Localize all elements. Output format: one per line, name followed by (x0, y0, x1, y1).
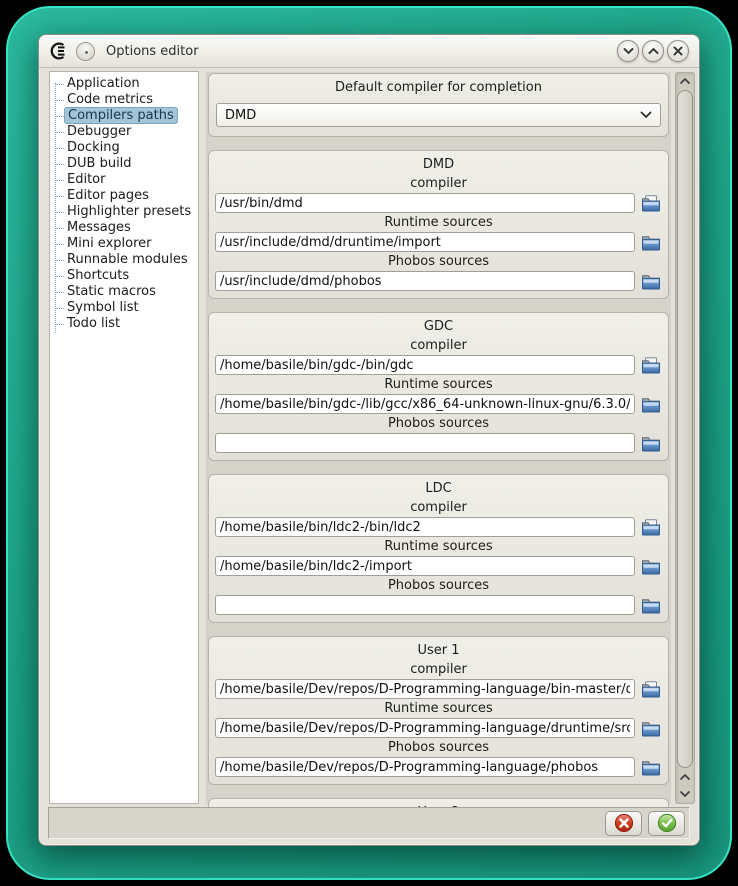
chevron-down-icon (640, 111, 652, 119)
gdc-runtime-sources-input[interactable] (215, 394, 635, 414)
sidebar-item-editor-pages[interactable]: Editor pages (50, 188, 198, 204)
roll-up-button[interactable] (642, 40, 664, 62)
gdc-runtime-browse-button[interactable] (640, 395, 662, 414)
folder-icon (641, 435, 661, 452)
sidebar-item-runnable-modules[interactable]: Runnable modules (50, 252, 198, 268)
close-button[interactable] (667, 40, 689, 62)
sidebar-item-messages[interactable]: Messages (50, 220, 198, 236)
user1-phobos-sources-input[interactable] (215, 757, 635, 777)
sidebar-item-static-macros[interactable]: Static macros (50, 284, 198, 300)
field-label: Runtime sources (384, 215, 493, 230)
field-label: Runtime sources (384, 377, 493, 392)
group-user1 (208, 636, 669, 785)
group-ldc (208, 474, 669, 623)
field-label: Phobos sources (387, 416, 490, 431)
sidebar-item-highlighter-presets[interactable]: Highlighter presets (50, 204, 198, 220)
gdc-compiler-input[interactable] (215, 355, 635, 375)
vertical-scrollbar[interactable] (675, 72, 695, 804)
scrollbar-thumb[interactable] (677, 90, 693, 768)
ldc-phobos-sources-input[interactable] (215, 595, 635, 615)
field-label: compiler (410, 662, 467, 677)
sidebar-item-code-metrics[interactable]: Code metrics (50, 92, 198, 108)
roll-down-button[interactable] (617, 40, 639, 62)
group-dmd (208, 150, 669, 299)
default-compiler-title: Default compiler for completion (335, 80, 542, 95)
category-tree (49, 71, 199, 804)
field-label: Phobos sources (387, 254, 490, 269)
titlebar[interactable] (39, 35, 699, 68)
sidebar-item-editor[interactable]: Editor (50, 172, 198, 188)
group-gdc (208, 312, 669, 461)
scroll-up-button[interactable] (676, 73, 694, 89)
sidebar-item-debugger[interactable]: Debugger (50, 124, 198, 140)
sidebar-item-shortcuts[interactable]: Shortcuts (50, 268, 198, 284)
dmd-compiler-input[interactable] (215, 193, 635, 213)
ldc-runtime-browse-button[interactable] (640, 557, 662, 576)
field-label: compiler (410, 338, 467, 353)
user1-compiler-input[interactable] (215, 679, 635, 699)
dmd-runtime-browse-button[interactable] (640, 233, 662, 252)
open-file-icon (641, 357, 661, 374)
cancel-button[interactable] (605, 811, 642, 836)
sidebar-item-dub-build[interactable]: DUB build (50, 156, 198, 172)
ldc-runtime-sources-input[interactable] (215, 556, 635, 576)
dialog-button-bar (48, 807, 690, 839)
folder-icon (641, 720, 661, 737)
client-area (39, 68, 699, 845)
default-compiler-select[interactable] (216, 103, 661, 127)
group-title: GDC (423, 319, 454, 334)
group-title: DMD (422, 157, 455, 172)
ldc-compiler-input[interactable] (215, 517, 635, 537)
field-label: Runtime sources (384, 539, 493, 554)
dmd-runtime-sources-input[interactable] (215, 232, 635, 252)
folder-icon (641, 558, 661, 575)
sidebar-item-docking[interactable]: Docking (50, 140, 198, 156)
folder-icon (641, 759, 661, 776)
chevron-down-icon (623, 47, 634, 55)
ldc-compiler-browse-button[interactable] (640, 518, 662, 537)
gdc-phobos-sources-input[interactable] (215, 433, 635, 453)
dmd-compiler-browse-button[interactable] (640, 194, 662, 213)
sidebar-item-symbol-list[interactable]: Symbol list (50, 300, 198, 316)
sidebar-item-todo-list[interactable]: Todo list (50, 316, 198, 332)
folder-icon (641, 396, 661, 413)
window-title: Options editor (106, 43, 199, 59)
user1-runtime-sources-input[interactable] (215, 718, 635, 738)
user1-runtime-browse-button[interactable] (640, 719, 662, 738)
field-label: Runtime sources (384, 701, 493, 716)
dmd-phobos-browse-button[interactable] (640, 272, 662, 291)
ldc-phobos-browse-button[interactable] (640, 596, 662, 615)
cancel-icon (614, 813, 634, 833)
scroll-up-button-bottom[interactable] (676, 769, 694, 785)
close-icon (673, 46, 683, 56)
shade-button[interactable] (76, 42, 95, 61)
user1-phobos-browse-button[interactable] (640, 758, 662, 777)
field-label: compiler (410, 176, 467, 191)
app-icon (49, 41, 69, 61)
sidebar-item-application[interactable]: Application (50, 76, 198, 92)
field-label: compiler (410, 500, 467, 515)
sidebar-item-compilers-paths[interactable]: Compilers paths (50, 108, 198, 124)
group-title: User 1 (417, 643, 460, 658)
accept-button[interactable] (648, 811, 685, 836)
gdc-compiler-browse-button[interactable] (640, 356, 662, 375)
field-label: Phobos sources (387, 578, 490, 593)
folder-icon (641, 597, 661, 614)
chevron-up-icon (648, 47, 659, 55)
open-file-icon (641, 681, 661, 698)
chevron-down-icon (680, 791, 690, 797)
user1-compiler-browse-button[interactable] (640, 680, 662, 699)
compilers-paths-panel (206, 72, 671, 804)
default-compiler-group (208, 73, 669, 137)
chevron-up-icon (680, 774, 690, 780)
chevron-up-icon (680, 78, 690, 84)
field-label: Phobos sources (387, 740, 490, 755)
options-editor-window (38, 34, 700, 846)
group-title: LDC (425, 481, 452, 496)
selected-compiler: DMD (225, 107, 257, 123)
accept-icon (657, 813, 677, 833)
open-file-icon (641, 519, 661, 536)
gdc-phobos-browse-button[interactable] (640, 434, 662, 453)
scroll-down-button[interactable] (676, 786, 694, 802)
dmd-phobos-sources-input[interactable] (215, 271, 635, 291)
sidebar-item-mini-explorer[interactable]: Mini explorer (50, 236, 198, 252)
folder-icon (641, 273, 661, 290)
folder-icon (641, 234, 661, 251)
open-file-icon (641, 195, 661, 212)
